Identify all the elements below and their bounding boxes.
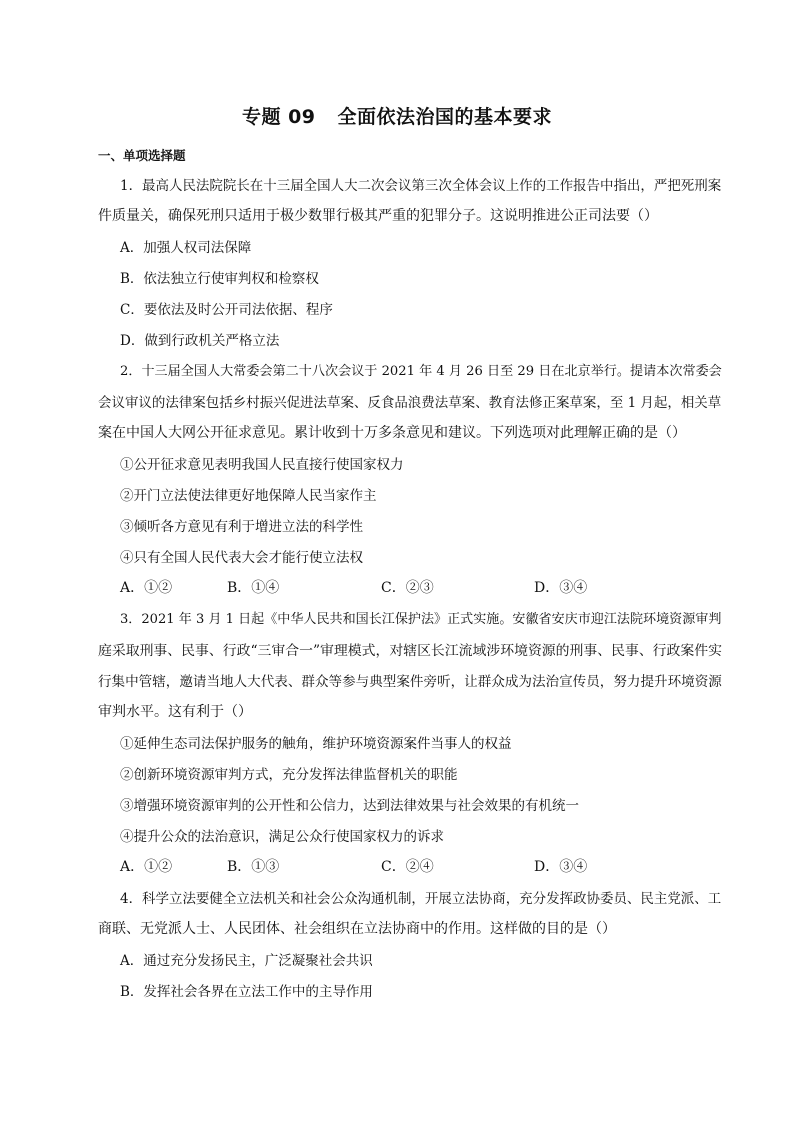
q4-option-a: A．通过充分发扬民主，广泛凝聚社会共识 bbox=[120, 953, 373, 969]
title-text: 全面依法治国的基本要求 bbox=[337, 106, 553, 128]
q1-option-d: D．做到行政机关严格立法 bbox=[120, 333, 280, 349]
q2-option-b: B．①④ bbox=[227, 580, 280, 596]
q3-statement-4: ④提升公众的法治意识，满足公众行使国家权力的诉求 bbox=[120, 829, 444, 845]
q1-line-2: 件质量关，确保死刑只适用于极少数罪行极其严重的犯罪分子。这说明推进公正司法要（） bbox=[98, 208, 658, 224]
q3-line-4: 审判水平。这有利于（） bbox=[98, 704, 252, 720]
q2-line-3: 案在中国人大网公开征求意见。累计收到十万多条意见和建议。下列选项对此理解正确的是（） bbox=[98, 425, 686, 441]
q2-statement-1: ①公开征求意见表明我国人民直接行使国家权力 bbox=[120, 457, 404, 473]
q1-option-b: B．依法独立行使审判权和检察权 bbox=[120, 271, 319, 287]
q1-option-a: A．加强人权司法保障 bbox=[120, 240, 252, 256]
q3-line-3: 行集中管辖，邀请当地人大代表、群众等参与典型案件旁听，让群众成为法治宣传员，努力提升环境资源 bbox=[98, 674, 722, 690]
q4-option-b: B．发挥社会各界在立法工作中的主导作用 bbox=[120, 984, 373, 1000]
q2-line-2: 会议审议的法律案包括乡村振兴促进法草案、反食品浪费法草案、教育法修正案草案，至 1 月起，相关草 bbox=[98, 395, 722, 411]
q1-option-c: C．要依法及时公开司法依据、程序 bbox=[120, 302, 333, 318]
q3-option-d: D．③④ bbox=[534, 859, 588, 875]
q3-line-2: 庭采取刑事、民事、行政“三审合一”审理模式，对辖区长江流域涉环境资源的刑事、民事、行政案件实 bbox=[98, 643, 722, 659]
q3-line-1: 3．2021 年 3 月 1 日起《中华人民共和国长江保护法》正式实施。安徽省安庆市迎江法院环境资源审判 bbox=[120, 612, 722, 627]
q2-statement-4: ④只有全国人民代表大会才能行使立法权 bbox=[120, 550, 363, 566]
q4-line-2: 商联、无党派人士、人民团体、社会组织在立法协商中的作用。这样做的目的是（） bbox=[98, 921, 616, 937]
q2-option-c: C．②③ bbox=[381, 580, 434, 596]
section-heading: 一、单项选择题 bbox=[98, 148, 186, 163]
q4-line-1: 4．科学立法要健全立法机关和社会公众沟通机制，开展立法协商，充分发挥政协委员、民主党派、工 bbox=[120, 891, 722, 907]
page-title bbox=[0, 102, 794, 129]
q3-option-c: C．②④ bbox=[381, 859, 434, 875]
q2-option-a: A．①② bbox=[120, 580, 173, 596]
q2-option-d: D．③④ bbox=[534, 580, 588, 596]
q2-statement-2: ②开门立法使法律更好地保障人民当家作主 bbox=[120, 488, 377, 504]
title-prefix: 专题 09 bbox=[241, 106, 316, 128]
q3-statement-3: ③增强环境资源审判的公开性和公信力，达到法律效果与社会效果的有机统一 bbox=[120, 798, 579, 814]
q2-statement-3: ③倾听各方意见有利于增进立法的科学性 bbox=[120, 519, 363, 535]
q3-option-b: B．①③ bbox=[227, 859, 280, 875]
q3-statement-2: ②创新环境资源审判方式，充分发挥法律监督机关的职能 bbox=[120, 767, 458, 783]
q1-line-1: 1．最高人民法院院长在十三届全国人大二次会议第三次全体会议上作的工作报告中指出，严把死刑案 bbox=[120, 178, 722, 194]
q2-line-1: 2．十三届全国人大常委会第二十八次会议于 2021 年 4 月 26 日至 29 日在北京举行。提请本次常委会 bbox=[120, 364, 722, 379]
q3-option-a: A．①② bbox=[120, 859, 173, 875]
q3-statement-1: ①延伸生态司法保护服务的触角，维护环境资源案件当事人的权益 bbox=[120, 736, 512, 752]
